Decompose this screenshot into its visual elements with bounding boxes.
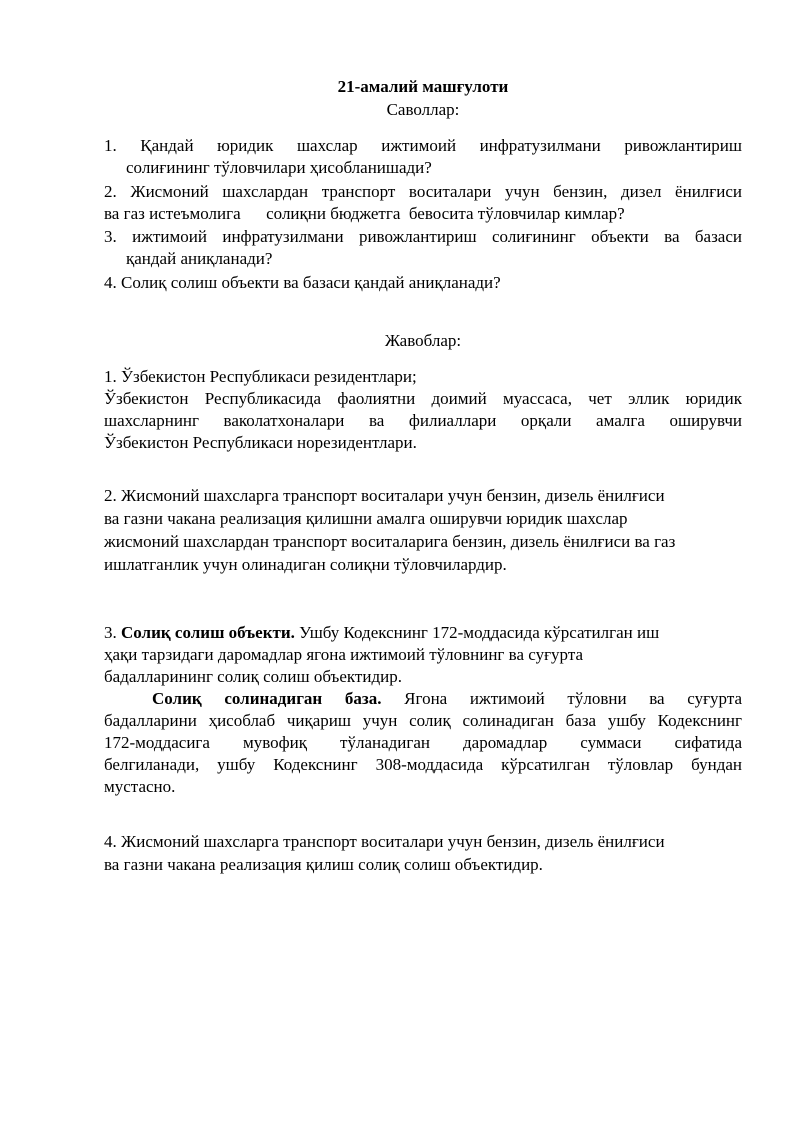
answer-3 xyxy=(104,622,742,798)
answer-3-line-2: ҳақи тарзидаги даромадлар ягона ижтимоий тўловнинг ва суғурта xyxy=(104,645,583,664)
answer-2-line-1: 2. Жисмоний шахсларга транспорт воситалари учун бензин, дизель ёнилғиси xyxy=(104,486,665,505)
answer-1-line-2: Ўзбекистон Республикасида фаолиятни доимий муассаса, чет эллик юридик xyxy=(104,389,742,408)
answer-2-line-2: ва газни чакана реализация қилишни амалга оширувчи юридик шахслар xyxy=(104,509,628,528)
question-1 xyxy=(104,135,742,179)
object-term: Солиқ солиш объекти. xyxy=(121,623,295,642)
answer-3-line-3: бадалларининг солиқ солиш объектидир. xyxy=(104,667,402,686)
answer-3-line-1-text: Ушбу Кодекснинг 172-моддасида кўрсатилган иш xyxy=(294,623,660,642)
answer-4-line-1: 4. Жисмоний шахсларга транспорт воситалари учун бензин, дизель ёнилғиси xyxy=(104,832,665,851)
answer-3-line-1 xyxy=(104,622,742,644)
answer-3-number: 3. xyxy=(104,623,121,642)
question-2 xyxy=(104,181,742,225)
answer-2-line-3: жисмоний шахслардан транспорт воситаларига бензин, дизель ёнилғиси ва газ xyxy=(104,532,676,551)
question-1-line-2: солиғининг тўловчилари ҳисобланишади? xyxy=(126,158,432,177)
answers-heading: Жавоблар: xyxy=(384,331,462,350)
answer-3-line-8: мустасно. xyxy=(104,777,176,796)
answer-4-line-2: ва газни чакана реализация қилиш солиқ солиш объектидир. xyxy=(104,855,543,874)
question-3-line-1: 3. ижтимоий инфратузилмани ривожлантириш солиғининг объекти ва базаси xyxy=(104,227,742,246)
answer-3-line-4 xyxy=(104,688,742,710)
question-3-line-2: қандай аниқланади? xyxy=(126,249,273,268)
question-2-line-1: 2. Жисмоний шахслардан транспорт воситалари учун бензин, дизел ёнилғиси xyxy=(104,182,742,201)
question-3 xyxy=(104,226,742,270)
answer-1-line-3: шахсларнинг ваколатхоналари ва филиаллари орқали амалга оширувчи xyxy=(104,411,742,430)
answer-3-line-7: белгиланади, ушбу Кодекснинг 308-моддасида кўрсатилган тўловлар бундан xyxy=(104,755,742,774)
answer-2 xyxy=(104,484,744,576)
answer-1-line-4: Ўзбекистон Республикаси норезидентлари. xyxy=(104,433,417,452)
answer-1-line-1: 1. Ўзбекистон Республикаси резидентлари; xyxy=(104,367,417,386)
answer-3-line-4-text: Ягона ижтимоий тўловни ва суғурта xyxy=(381,689,743,708)
answer-1 xyxy=(104,366,742,454)
answer-4 xyxy=(104,830,742,876)
question-4-line-1: 4. Солиқ солиш объекти ва базаси қандай аниқланади? xyxy=(104,273,501,292)
question-1-line-1: 1. Қандай юридик шахслар ижтимоий инфратузилмани ривожлантириш xyxy=(104,136,742,155)
answer-2-line-4: ишлатганлик учун олинадиган солиқни тўловчилардир. xyxy=(104,555,507,574)
document-title: 21-амалий машғулоти xyxy=(337,77,509,96)
question-2-line-2: ва газ истеъмолига солиқни бюджетга бевосита тўловчилар кимлар? xyxy=(104,204,625,223)
answer-3-line-6: 172-моддасига мувофиқ тўланадиган даромадлар суммаси сифатида xyxy=(104,733,742,752)
question-4 xyxy=(104,272,742,294)
answer-3-line-5: бадалларини ҳисоблаб чиқариш учун солиқ солинадиган база ушбу Кодекснинг xyxy=(104,711,742,730)
base-term: Солиқ солинадиган база. xyxy=(152,689,382,708)
questions-heading: Саволлар: xyxy=(386,100,460,119)
